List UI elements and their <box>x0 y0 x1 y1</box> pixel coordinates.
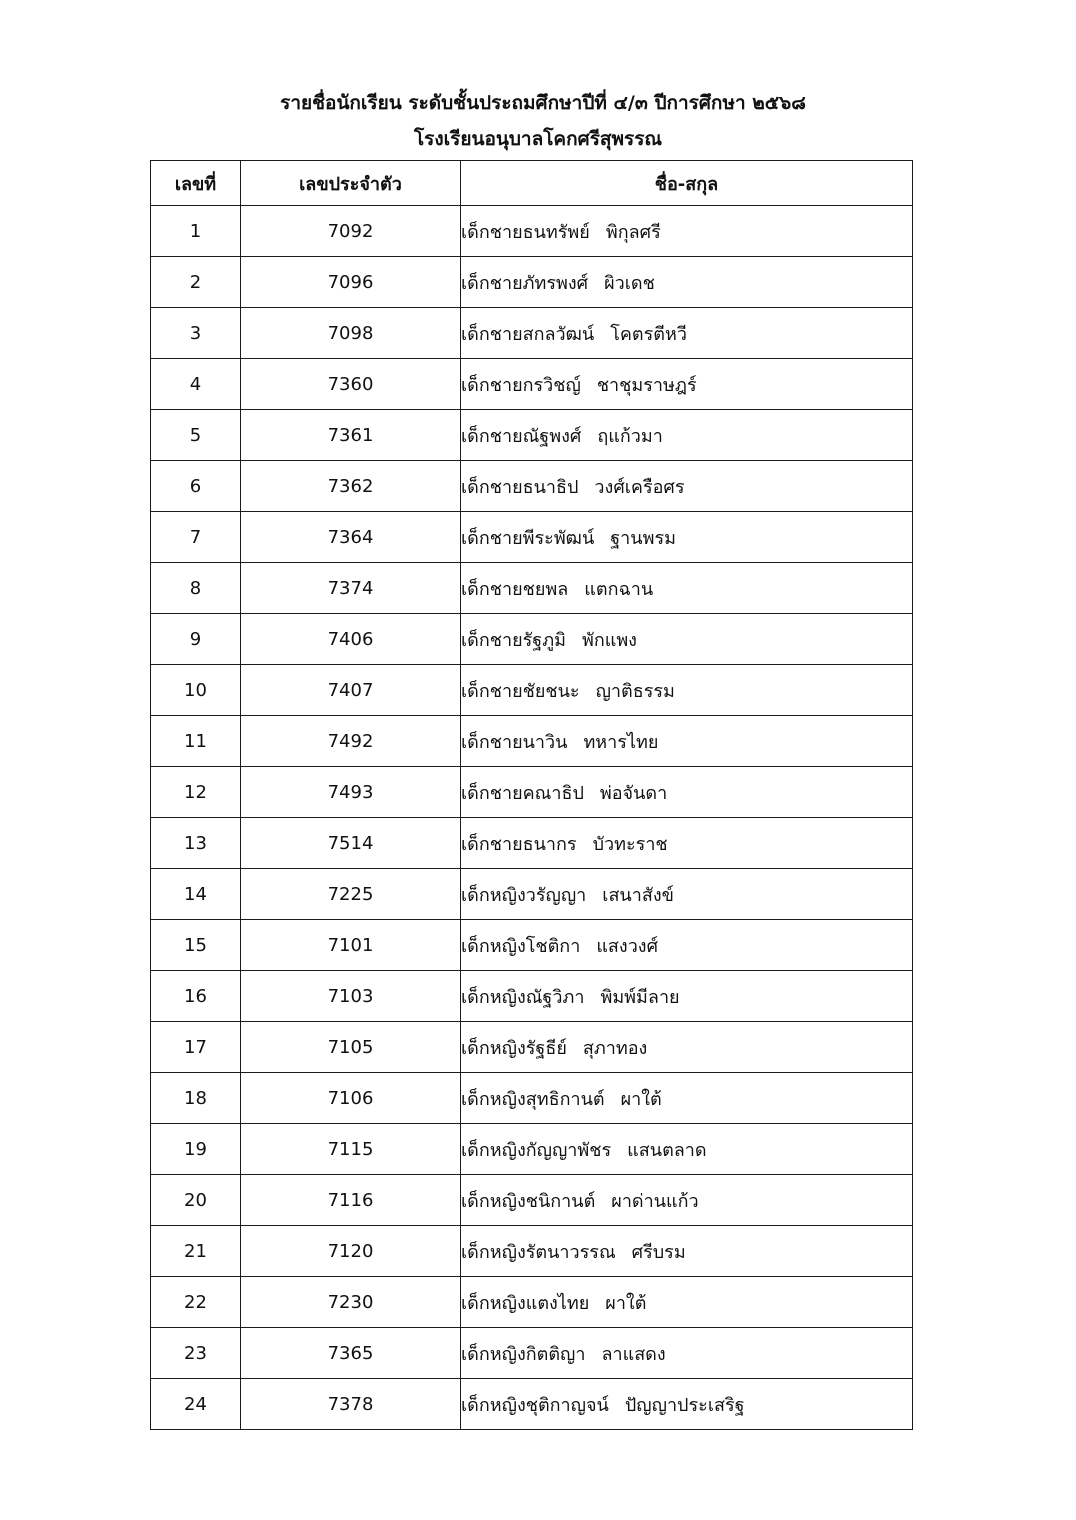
student-first-name: เด็กหญิงกิตติญา <box>461 1343 586 1365</box>
header-student-id: เลขประจำตัว <box>241 161 461 206</box>
student-name-cell <box>461 920 913 971</box>
row-number: 17 <box>151 1022 241 1073</box>
student-first-name: เด็กชายพีระพัฒน์ <box>461 527 595 549</box>
table-row <box>151 1073 913 1124</box>
student-surname: พิมพ์มีลาย <box>600 986 680 1008</box>
student-id: 7365 <box>241 1328 461 1379</box>
table-row <box>151 512 913 563</box>
table-row <box>151 665 913 716</box>
student-surname: พิกุลศรี <box>605 221 661 243</box>
row-number: 3 <box>151 308 241 359</box>
student-surname: ผาใต้ <box>605 1292 647 1314</box>
table-row <box>151 1277 913 1328</box>
student-first-name: เด็กชายชัยชนะ <box>461 680 580 702</box>
table-row <box>151 1124 913 1175</box>
student-name-cell <box>461 1022 913 1073</box>
table-row <box>151 461 913 512</box>
table-row <box>151 716 913 767</box>
student-first-name: เด็กชายรัฐภูมิ <box>461 629 566 651</box>
table-row <box>151 257 913 308</box>
student-first-name: เด็กหญิงโชติกา <box>461 935 581 957</box>
student-surname: บัวทะราช <box>592 833 668 855</box>
student-id: 7225 <box>241 869 461 920</box>
row-number: 24 <box>151 1379 241 1430</box>
student-name-cell <box>461 767 913 818</box>
row-number: 14 <box>151 869 241 920</box>
student-id: 7360 <box>241 359 461 410</box>
row-number: 16 <box>151 971 241 1022</box>
student-name-cell <box>461 716 913 767</box>
student-name-cell <box>461 257 913 308</box>
student-name-cell <box>461 308 913 359</box>
table-row <box>151 359 913 410</box>
row-number: 15 <box>151 920 241 971</box>
table-row <box>151 1175 913 1226</box>
student-surname: ผิวเดช <box>604 272 655 294</box>
student-id: 7103 <box>241 971 461 1022</box>
row-number: 18 <box>151 1073 241 1124</box>
student-first-name: เด็กหญิงแตงไทย <box>461 1292 590 1314</box>
student-name-cell <box>461 971 913 1022</box>
table-row <box>151 1379 913 1430</box>
student-id: 7106 <box>241 1073 461 1124</box>
student-name-cell <box>461 818 913 869</box>
student-first-name: เด็กชายชยพล <box>461 578 569 600</box>
table-row <box>151 1328 913 1379</box>
student-name-cell <box>461 1226 913 1277</box>
row-number: 20 <box>151 1175 241 1226</box>
student-surname: สุภาทอง <box>582 1037 648 1059</box>
student-first-name: เด็กหญิงณัฐวิภา <box>461 986 585 1008</box>
header-number: เลขที่ <box>151 161 241 206</box>
student-first-name: เด็กหญิงชุติกาญจน์ <box>461 1394 609 1416</box>
student-surname: ญาติธรรม <box>595 680 675 702</box>
student-name-cell <box>461 1073 913 1124</box>
student-surname: ศรีบรม <box>631 1241 686 1263</box>
student-surname: พักแพง <box>581 629 637 651</box>
student-name-cell <box>461 665 913 716</box>
student-surname: แสนตลาด <box>627 1139 707 1161</box>
student-name-cell <box>461 563 913 614</box>
student-surname: ผาด่านแก้ว <box>611 1190 699 1212</box>
student-id: 7096 <box>241 257 461 308</box>
row-number: 21 <box>151 1226 241 1277</box>
student-first-name: เด็กหญิงกัญญาพัชร <box>461 1139 612 1161</box>
student-id: 7362 <box>241 461 461 512</box>
student-name-cell <box>461 869 913 920</box>
student-id: 7120 <box>241 1226 461 1277</box>
table-row <box>151 206 913 257</box>
student-first-name: เด็กชายคณาธิป <box>461 782 584 804</box>
student-first-name: เด็กชายสกลวัฒน์ <box>461 323 595 345</box>
student-surname: ชาชุมราษฎร์ <box>596 374 697 396</box>
student-roster-table <box>150 160 913 1430</box>
student-surname: ลาแสดง <box>601 1343 666 1365</box>
student-first-name: เด็กชายธนทรัพย์ <box>461 221 590 243</box>
student-id: 7092 <box>241 206 461 257</box>
row-number: 7 <box>151 512 241 563</box>
student-first-name: เด็กหญิงวรัญญา <box>461 884 587 906</box>
student-surname: ฐานพรม <box>610 527 676 549</box>
student-first-name: เด็กหญิงชนิกานต์ <box>461 1190 596 1212</box>
student-name-cell <box>461 1379 913 1430</box>
student-id: 7116 <box>241 1175 461 1226</box>
student-name-cell <box>461 1328 913 1379</box>
table-row <box>151 563 913 614</box>
table-row <box>151 818 913 869</box>
student-id: 7407 <box>241 665 461 716</box>
row-number: 13 <box>151 818 241 869</box>
row-number: 12 <box>151 767 241 818</box>
row-number: 6 <box>151 461 241 512</box>
table-row <box>151 767 913 818</box>
student-id: 7492 <box>241 716 461 767</box>
student-surname: ปัญญาประเสริฐ <box>624 1394 745 1416</box>
table-row <box>151 920 913 971</box>
student-name-cell <box>461 1175 913 1226</box>
student-first-name: เด็กชายณัฐพงศ์ <box>461 425 582 447</box>
table-row <box>151 308 913 359</box>
table-row <box>151 1022 913 1073</box>
table-row <box>151 614 913 665</box>
student-id: 7493 <box>241 767 461 818</box>
student-surname: โคตรตีหวี <box>610 323 687 345</box>
header-full-name: ชื่อ-สกุล <box>461 161 913 206</box>
student-name-cell <box>461 614 913 665</box>
row-number: 5 <box>151 410 241 461</box>
row-number: 22 <box>151 1277 241 1328</box>
row-number: 9 <box>151 614 241 665</box>
row-number: 8 <box>151 563 241 614</box>
document-title: รายชื่อนักเรียน ระดับชั้นประถมศึกษาปีที่ ๔/๓ ปีการศึกษา ๒๕๖๘ <box>280 92 806 114</box>
student-id: 7230 <box>241 1277 461 1328</box>
student-surname: แสงวงศ์ <box>596 935 659 957</box>
student-surname: แตกฉาน <box>584 578 654 600</box>
table-header-row <box>151 161 913 206</box>
student-name-cell <box>461 1124 913 1175</box>
student-first-name: เด็กชายนาวิน <box>461 731 568 753</box>
student-first-name: เด็กหญิงสุทธิกานต์ <box>461 1088 605 1110</box>
student-id: 7374 <box>241 563 461 614</box>
student-first-name: เด็กหญิงรัตนาวรรณ <box>461 1241 616 1263</box>
row-number: 10 <box>151 665 241 716</box>
student-name-cell <box>461 206 913 257</box>
table-row <box>151 971 913 1022</box>
student-first-name: เด็กชายภัทรพงศ์ <box>461 272 589 294</box>
row-number: 11 <box>151 716 241 767</box>
student-first-name: เด็กชายธนาธิป <box>461 476 579 498</box>
student-id: 7101 <box>241 920 461 971</box>
student-surname: วงศ์เครือศร <box>594 476 685 498</box>
student-name-cell <box>461 512 913 563</box>
row-number: 2 <box>151 257 241 308</box>
student-surname: พ่อจันดา <box>599 782 668 804</box>
student-id: 7364 <box>241 512 461 563</box>
student-name-cell <box>461 410 913 461</box>
student-id: 7115 <box>241 1124 461 1175</box>
student-surname: ฤแก้วมา <box>597 425 663 447</box>
row-number: 1 <box>151 206 241 257</box>
student-surname: เสนาสังข์ <box>602 884 674 906</box>
student-name-cell <box>461 1277 913 1328</box>
student-name-cell <box>461 461 913 512</box>
student-id: 7105 <box>241 1022 461 1073</box>
table-row <box>151 1226 913 1277</box>
student-first-name: เด็กหญิงรัฐธีย์ <box>461 1037 567 1059</box>
school-name: โรงเรียนอนุบาลโคกศรีสุพรรณ <box>413 128 663 150</box>
student-first-name: เด็กชายธนากร <box>461 833 577 855</box>
student-id: 7361 <box>241 410 461 461</box>
student-id: 7098 <box>241 308 461 359</box>
student-id: 7406 <box>241 614 461 665</box>
student-id: 7378 <box>241 1379 461 1430</box>
student-id: 7514 <box>241 818 461 869</box>
table-row <box>151 869 913 920</box>
student-surname: ทหารไทย <box>583 731 659 753</box>
table-row <box>151 410 913 461</box>
student-surname: ผาใต้ <box>620 1088 662 1110</box>
row-number: 19 <box>151 1124 241 1175</box>
student-name-cell <box>461 359 913 410</box>
row-number: 23 <box>151 1328 241 1379</box>
row-number: 4 <box>151 359 241 410</box>
table-body <box>151 206 913 1430</box>
student-first-name: เด็กชายกรวิชญ์ <box>461 374 581 396</box>
